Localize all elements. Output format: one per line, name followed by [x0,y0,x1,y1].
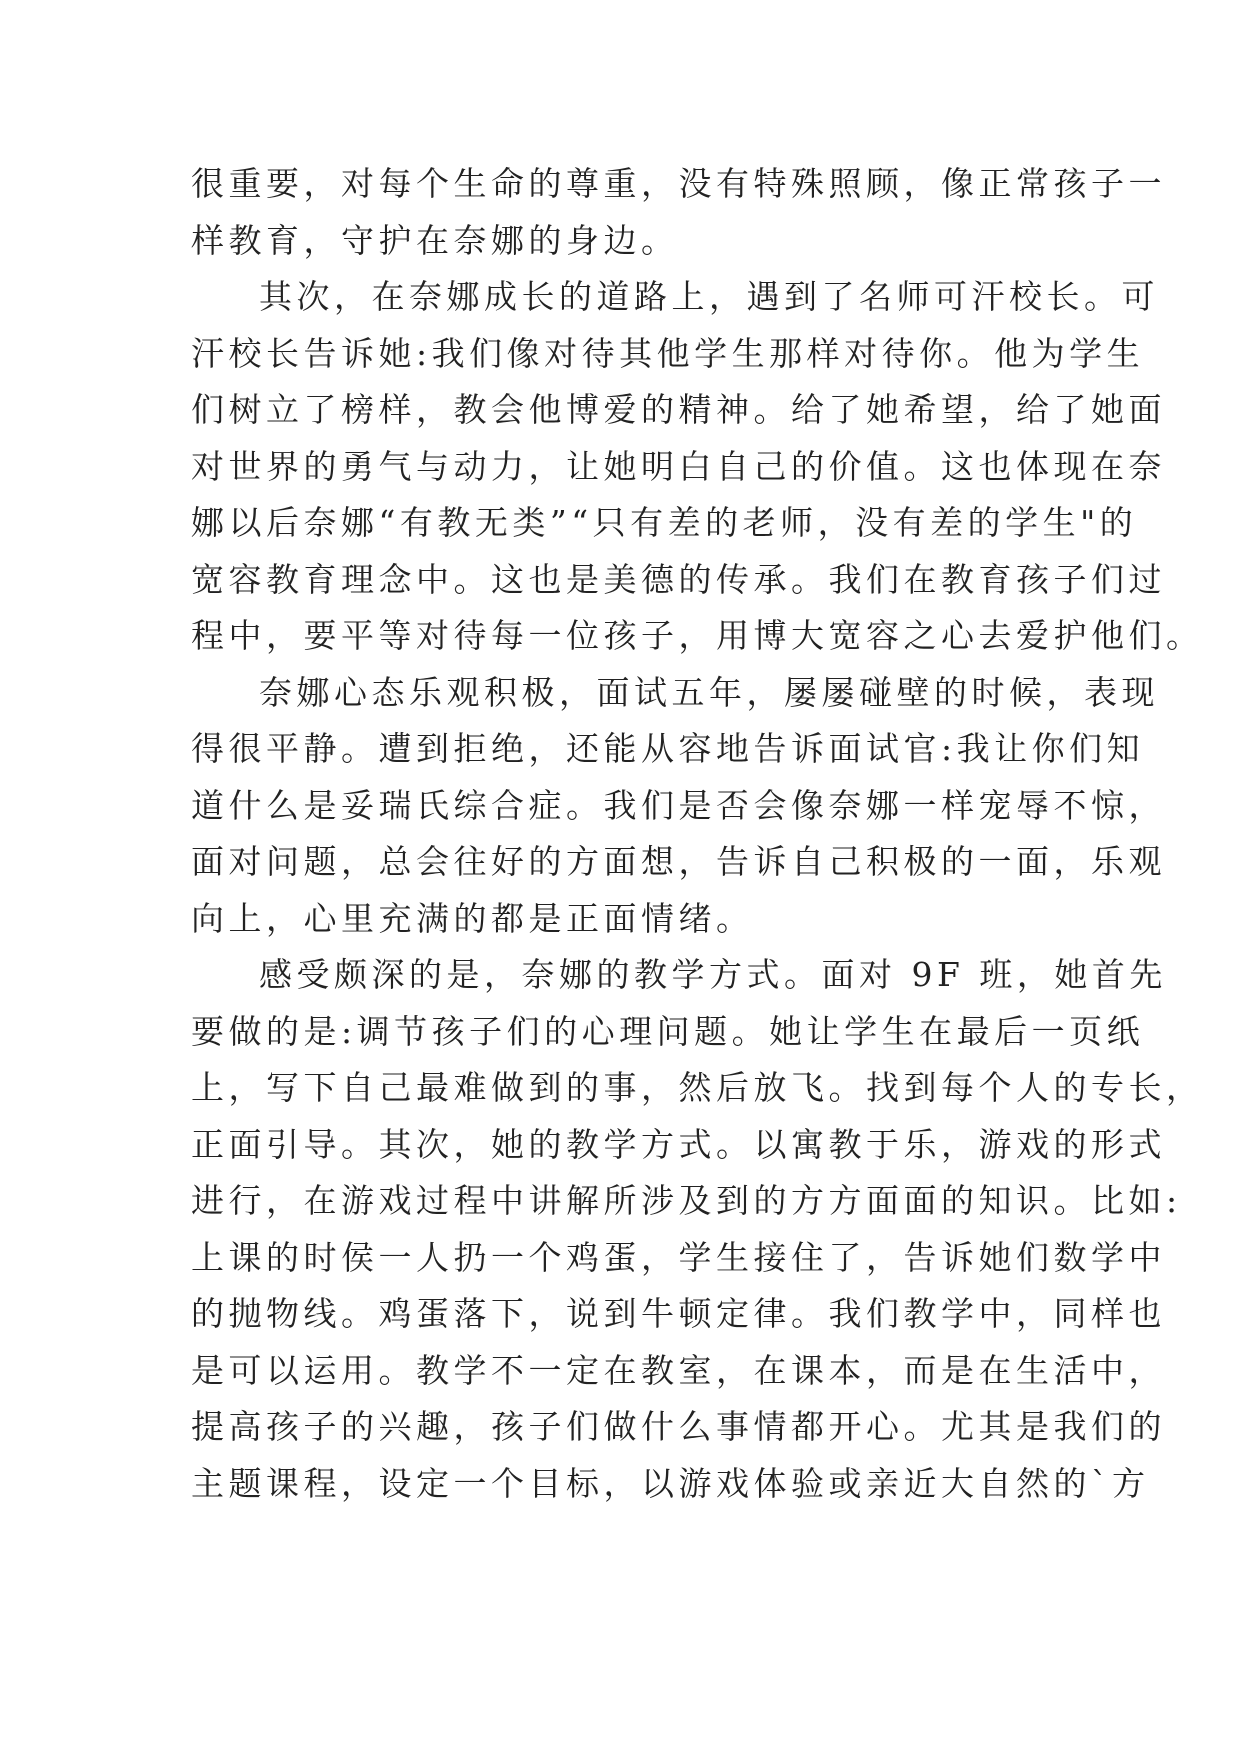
text-line: 对世界的勇气与动力，让她明白自己的价值。这也体现在奈 [191,446,1166,486]
text-line: 娜以后奈娜“有教无类”“只有差的老师，没有差的学生"的 [191,503,1138,542]
text-line: 上课的时侯一人扔一个鸡蛋，学生接住了，告诉她们数学中 [191,1237,1166,1277]
text-line: 面对问题，总会往好的方面想，告诉自己积极的一面，乐观 [191,842,1166,881]
text-line: 提高孩子的兴趣，孩子们做什么事情都开心。尤其是我们的 [191,1407,1166,1446]
text-line: 很重要，对每个生命的尊重，没有特殊照顾，像正常孩子一 [191,164,1166,203]
text-line: 汗校长告诉她:我们像对待其他学生那样对待你。他为学生 [191,333,1145,373]
text-line: 向上，心里充满的都是正面情绪。 [191,898,754,938]
text-line: 们树立了榜样，教会他博爱的精神。给了她希望，给了她面 [191,390,1166,429]
text-line: 进行，在游戏过程中讲解所涉及到的方方面面的知识。比如: [191,1181,1182,1220]
text-line: 样教育，守护在奈娜的身边。 [191,220,679,260]
text-line: 主题课程，设定一个目标，以游戏体验或亲近大自然的`方 [191,1463,1150,1503]
text-line: 是可以运用。教学不一定在教室，在课本，而是在生活中， [191,1350,1166,1390]
text-line: 宽容教育理念中。这也是美德的传承。我们在教育孩子们过 [191,559,1166,599]
text-line: 程中，要平等对待每一位孩子，用博大宽容之心去爱护他们。 [191,616,1204,655]
text-line: 要做的是:调节孩子们的心理问题。她让学生在最后一页纸 [191,1011,1145,1051]
text-line: 奈娜心态乐观积极，面试五年，屡屡碰壁的时候，表现 [259,672,1159,712]
body-text [191,156,1204,1512]
text-line: 得很平静。遭到拒绝，还能从容地告诉面试官:我让你们知 [191,729,1145,768]
text-line: 道什么是妥瑞氏综合症。我们是否会像奈娜一样宠辱不惊， [191,785,1166,825]
text-line: 其次，在奈娜成长的道路上，遇到了名师可汗校长。可 [259,277,1159,316]
text-line: 感受颇深的是，奈娜的教学方式。面对 9F 班，她首先 [259,955,1167,994]
text-line: 上，写下自己最难做到的事，然后放飞。找到每个人的专长， [191,1068,1204,1107]
text-line: 正面引导。其次，她的教学方式。以寓教于乐，游戏的形式 [191,1124,1166,1164]
text-line: 的抛物线。鸡蛋落下，说到牛顿定律。我们教学中，同样也 [191,1294,1166,1333]
